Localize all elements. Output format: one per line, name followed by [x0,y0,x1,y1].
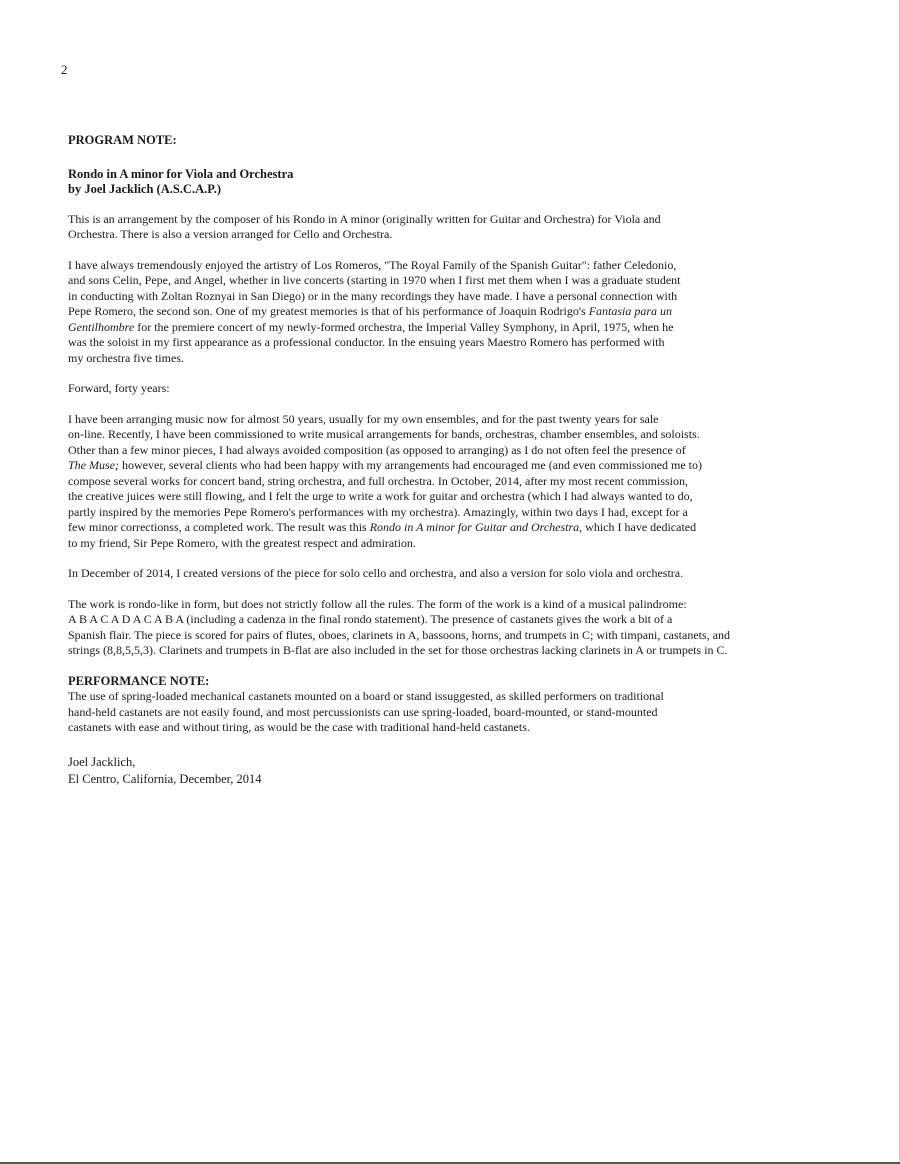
paragraph-performance [68,689,803,736]
text-run: Pepe Romero, the second son. One of my greatest memories is that of his performance of Joaquin Rodrigo's [68,304,589,318]
text-line: The use of spring-loaded mechanical castanets mounted on a board or stand issuggested, as skilled performers on traditional [68,689,664,703]
text-line: was the soloist in my first appearance as a professional conductor. In the ensuing years Maestro Romero has performed with [68,335,665,349]
text-line: and sons Celin, Pepe, and Angel, whether in live concerts (starting in 1970 when I first met them when I was a graduate student [68,273,681,287]
italic-title: Fantasia para un [588,304,673,318]
text-line: Orchestra. There is also a version arranged for Cello and Orchestra. [68,227,393,241]
signature-place-date: El Centro, California, December, 2014 [68,771,262,786]
text-line: the creative juices were still flowing, and I felt the urge to write a work for guitar and orchestra (which I had always wanted to do, [68,489,693,503]
text-run: for the premiere concert of my newly-formed orchestra, the Imperial Valley Symphony, in April, 1975, when he [134,319,674,334]
text-line: to my friend, Sir Pepe Romero, with the greatest respect and admiration. [68,535,416,550]
document-body [68,133,803,788]
text-line: partly inspired by the memories Pepe Romero's performances with my orchestra). Amazingly, within two days I had, except for a [68,504,688,519]
performance-note [68,674,803,736]
text-line: I have been arranging music now for almost 50 years, usually for my own ensembles, and for the past twenty years for sale [68,411,659,426]
text-line [68,320,803,336]
paragraph-form [68,597,803,659]
text-line [68,304,803,320]
piece-title-block [68,167,803,198]
text-line: In December of 2014, I created versions of the piece for solo cello and orchestra, and also a version for solo viola and orchestra. [68,566,684,580]
text-line: in conducting with Zoltan Roznyai in San Diego) or in the many recordings they have made. I have a personal connection with [68,288,678,303]
signature-block [68,754,803,788]
text-line: This is an arrangement by the composer of his Rondo in A minor (originally written for Guitar and Orchestra) for Viola and [68,211,661,226]
piece-title: Rondo in A minor for Viola and Orchestra [68,166,294,181]
performance-note-heading: PERFORMANCE NOTE: [68,673,210,688]
text-line: hand-held castanets are not easily found, and most percussionists can use spring-loaded, board-mounted, or stand-mounted [68,704,658,719]
paragraph-los-romeros [68,258,803,367]
text-line: Spanish flair. The piece is scored for pairs of flutes, oboes, clarinets in A, bassoons, horns, and trumpets in C; with timpani, castanets, and [68,627,730,642]
text-line: on-line. Recently, I have been commissioned to write musical arrangements for bands, orchestras, chamber ensembles, and soloists. [68,427,700,441]
text-run: however, several clients who had been happy with my arrangements had encouraged me (and even commissioned me to) [119,458,702,472]
paragraph-arrangement [68,212,803,243]
italic-title: Gentilhombre [68,319,135,334]
signature-name: Joel Jacklich, [68,754,136,769]
paragraph-arranging-history [68,412,803,552]
paragraph-versions [68,566,803,582]
text-line: castanets with ease and without tiring, as would be the case with traditional hand-held castanets. [68,720,530,734]
text-run: which I have dedicated [582,520,697,534]
text-line: strings (8,8,5,5,3). Clarinets and trumpets in B-flat are also included in the set for those orchestras lacking clarinets in A or trumpets in C. [68,643,728,657]
piece-composer: by Joel Jacklich (A.S.C.A.P.) [68,182,222,196]
text-line [68,520,803,536]
text-line [68,458,803,474]
text-line: compose several works for concert band, string orchestra, and full orchestra. In October, 2014, after my most recent commission, [68,473,688,488]
text-line: Other than a few minor pieces, I had always avoided composition (as opposed to arranging) as I do not often feel the presence of [68,442,686,457]
text-line: The work is rondo-like in form, but does not strictly follow all the rules. The form of the work is a kind of a musical palindrome: [68,596,687,611]
program-note-heading: PROGRAM NOTE: [68,133,177,147]
paragraph-forward: Forward, forty years: [68,381,170,395]
italic-title: The Muse; [68,458,119,472]
page-number: 2 [61,62,68,77]
italic-title: Rondo in A minor for Guitar and Orchestra, [369,520,583,534]
text-line: A B A C A D A C A B A (including a cadenza in the final rondo statement). The presence of castanets gives the work a bit of a [68,612,673,626]
text-line: my orchestra five times. [68,350,184,365]
text-run: few minor correctionss, a completed work. The result was this [68,520,370,534]
text-line: I have always tremendously enjoyed the artistry of Los Romeros, "The Royal Family of the Spanish Guitar": father Celedonio, [68,257,677,272]
